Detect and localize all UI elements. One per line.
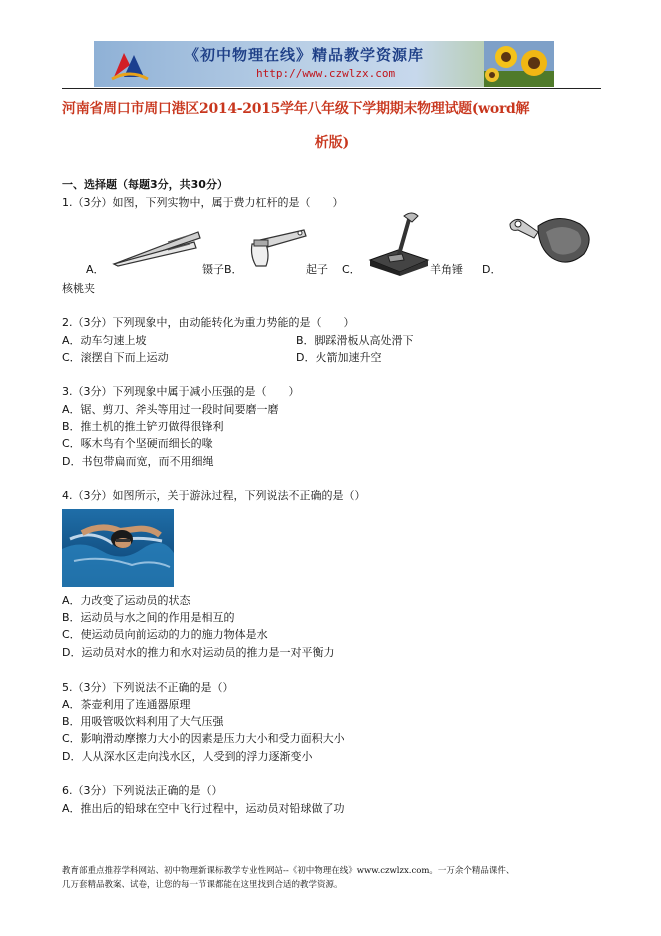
- question-1-option-b-label: 起子: [306, 263, 328, 276]
- question-5-option-a: A．茶壶利用了连通器原理: [62, 698, 191, 711]
- question-1-option-d-label: 核桃夹: [62, 282, 95, 295]
- footer-line2: 几万套精品教案、试卷，让您的每一节课都能在这里找到合适的教学资源。: [62, 880, 343, 890]
- question-1-option-b-letter: B．: [224, 263, 243, 276]
- document-title-line1: 河南省周口市周口港区2014-2015学年八年级下学期期末物理试题(word解: [62, 101, 530, 117]
- question-4-option-c: C．使运动员向前运动的力的施力物体是水: [62, 628, 268, 641]
- question-2-option-c: C．滚摆自下而上运动: [62, 351, 169, 364]
- question-1-option-c-label: 羊角锤: [430, 263, 463, 276]
- question-3-option-c: C．啄木鸟有个坚硬而细长的喙: [62, 437, 213, 450]
- sunflower-icon: [484, 41, 554, 87]
- banner-url[interactable]: http://www.czwlzx.com: [256, 67, 396, 80]
- header-divider: [62, 88, 601, 89]
- question-3-option-d: D．书包带扁而宽，而不用细绳: [62, 455, 214, 468]
- bottle-opener-image: [246, 226, 308, 272]
- question-3-option-a: A．锯、剪刀、斧头等用过一段时间要磨一磨: [62, 403, 279, 416]
- question-6-option-a: A．推出后的铅球在空中飞行过程中，运动员对铅球做了功: [62, 802, 345, 815]
- question-4-stem: 4.（3分）如图所示，关于游泳过程，下列说法不正确的是（）: [62, 489, 366, 502]
- banner-title: 《初中物理在线》精品教学资源库: [184, 46, 425, 64]
- site-logo-icon: [110, 47, 150, 83]
- question-3-stem: 3.（3分）下列现象中属于减小压强的是（ ）: [62, 385, 300, 398]
- question-5-option-b: B．用吸管吸饮料利用了大气压强: [62, 715, 224, 728]
- question-5-stem: 5.（3分）下列说法不正确的是（）: [62, 681, 234, 694]
- question-2-stem: 2.（3分）下列现象中，由动能转化为重力势能的是（ ）: [62, 316, 355, 329]
- question-4-option-d: D．运动员对水的推力和水对运动员的推力是一对平衡力: [62, 646, 335, 659]
- question-4-option-b: B．运动员与水之间的作用是相互的: [62, 611, 235, 624]
- question-1-stem: 1.（3分）如图，下列实物中，属于费力杠杆的是（ ）: [62, 196, 344, 209]
- claw-hammer-image: [368, 210, 430, 276]
- section-heading: 一、选择题（每题3分，共30分）: [62, 178, 228, 191]
- question-1-option-a-letter: A．: [86, 263, 105, 276]
- question-4-option-a: A．力改变了运动员的状态: [62, 594, 191, 607]
- page-footer: [62, 864, 622, 892]
- question-5-option-c: C．影响滑动摩擦力大小的因素是压力大小和受力面积大小: [62, 732, 345, 745]
- document-title-line2: 析版): [314, 135, 350, 151]
- question-5-option-d: D．人从深水区走向浅水区，人受到的浮力逐渐变小: [62, 750, 313, 763]
- question-3-option-b: B．推土机的推土铲刃做得很锋利: [62, 420, 224, 433]
- question-2-option-b: B．脚踩滑板从高处滑下: [296, 334, 414, 347]
- question-1-option-a-label: 镊子: [202, 263, 224, 276]
- question-2-option-a: A．动车匀速上坡: [62, 334, 147, 347]
- nutcracker-image: [508, 210, 596, 270]
- question-2-option-d: D．火箭加速升空: [296, 351, 382, 364]
- question-1-option-c-letter: C．: [342, 263, 361, 276]
- question-6-stem: 6.（3分）下列说法正确的是（）: [62, 784, 223, 797]
- header-banner: [94, 41, 554, 87]
- footer-line1: 教育部重点推荐学科网站、初中物理新课标教学专业性网站--《初中物理在线》www.czwlzx.com。一万余个精品课件、: [62, 866, 515, 876]
- tweezers-image: [110, 226, 202, 268]
- question-1-option-d-letter: D．: [482, 263, 502, 276]
- swimmer-photo: [62, 509, 174, 587]
